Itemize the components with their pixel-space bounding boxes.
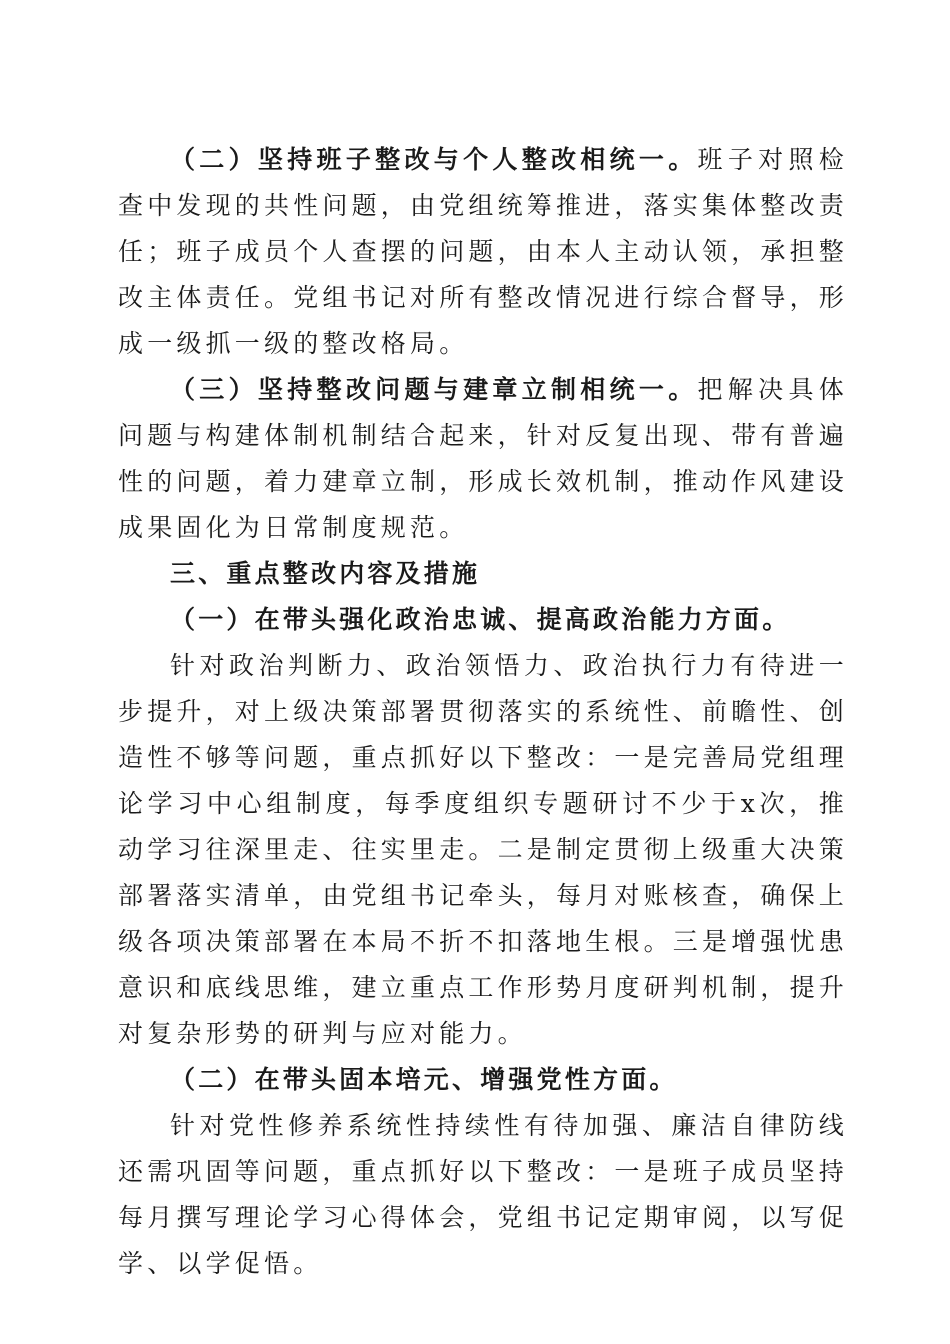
paragraph-integration-rectify-institution bbox=[118, 367, 848, 551]
paragraph-party-spirit-measures: 针对党性修养系统性持续性有待加强、廉洁自律防线还需巩固等问题，重点抓好以下整改：一是班子成员坚持每月撰写理论学习心得体会，党组书记定期审阅，以写促学、以学促悟。 bbox=[118, 1111, 849, 1278]
paragraph-text: 班子对照检查中发现的共性问题，由党组统筹推进，落实集体整改责任；班子成员个人查摆的问题，由本人主动认领，承担整改主体责任。党组书记对所有整改情况进行综合督导，形成一级抓一级的整改格局。 bbox=[118, 145, 849, 358]
subsection-heading-party-spirit: （二）在带头固本培元、增强党性方面。 bbox=[170, 1065, 678, 1094]
paragraph-text: 把解决具体问题与构建体制机制结合起来，针对反复出现、带有普遍性的问题，着力建章立制，形成长效机制，推动作风建设成果固化为日常制度规范。 bbox=[118, 375, 849, 542]
document-body bbox=[118, 137, 848, 1287]
paragraph-integration-team-individual bbox=[118, 137, 848, 367]
paragraph-lead: （二）坚持班子整改与个人整改相统一。 bbox=[170, 145, 698, 174]
paragraph-lead: （三）坚持整改问题与建章立制相统一。 bbox=[170, 375, 698, 404]
section-heading: 三、重点整改内容及措施 bbox=[170, 559, 481, 588]
subsection-heading-political-loyalty: （一）在带头强化政治忠诚、提高政治能力方面。 bbox=[170, 605, 791, 634]
paragraph-political-loyalty-measures: 针对政治判断力、政治领悟力、政治执行力有待进一步提升，对上级决策部署贯彻落实的系统性、前瞻性、创造性不够等问题，重点抓好以下整改：一是完善局党组理论学习中心组制度，每季度组织专题研讨不少于x次，推动学习往深里走、往实里走。二是制定贯彻上级重大决策部署落实清单，由党组书记牵头，每月对账核查，确保上级各项决策部署在本局不折不扣落地生根。三是增强忧患意识和底线思维，建立重点工作形势月度研判机制，提升对复杂形势的研判与应对能力。 bbox=[118, 651, 849, 1048]
